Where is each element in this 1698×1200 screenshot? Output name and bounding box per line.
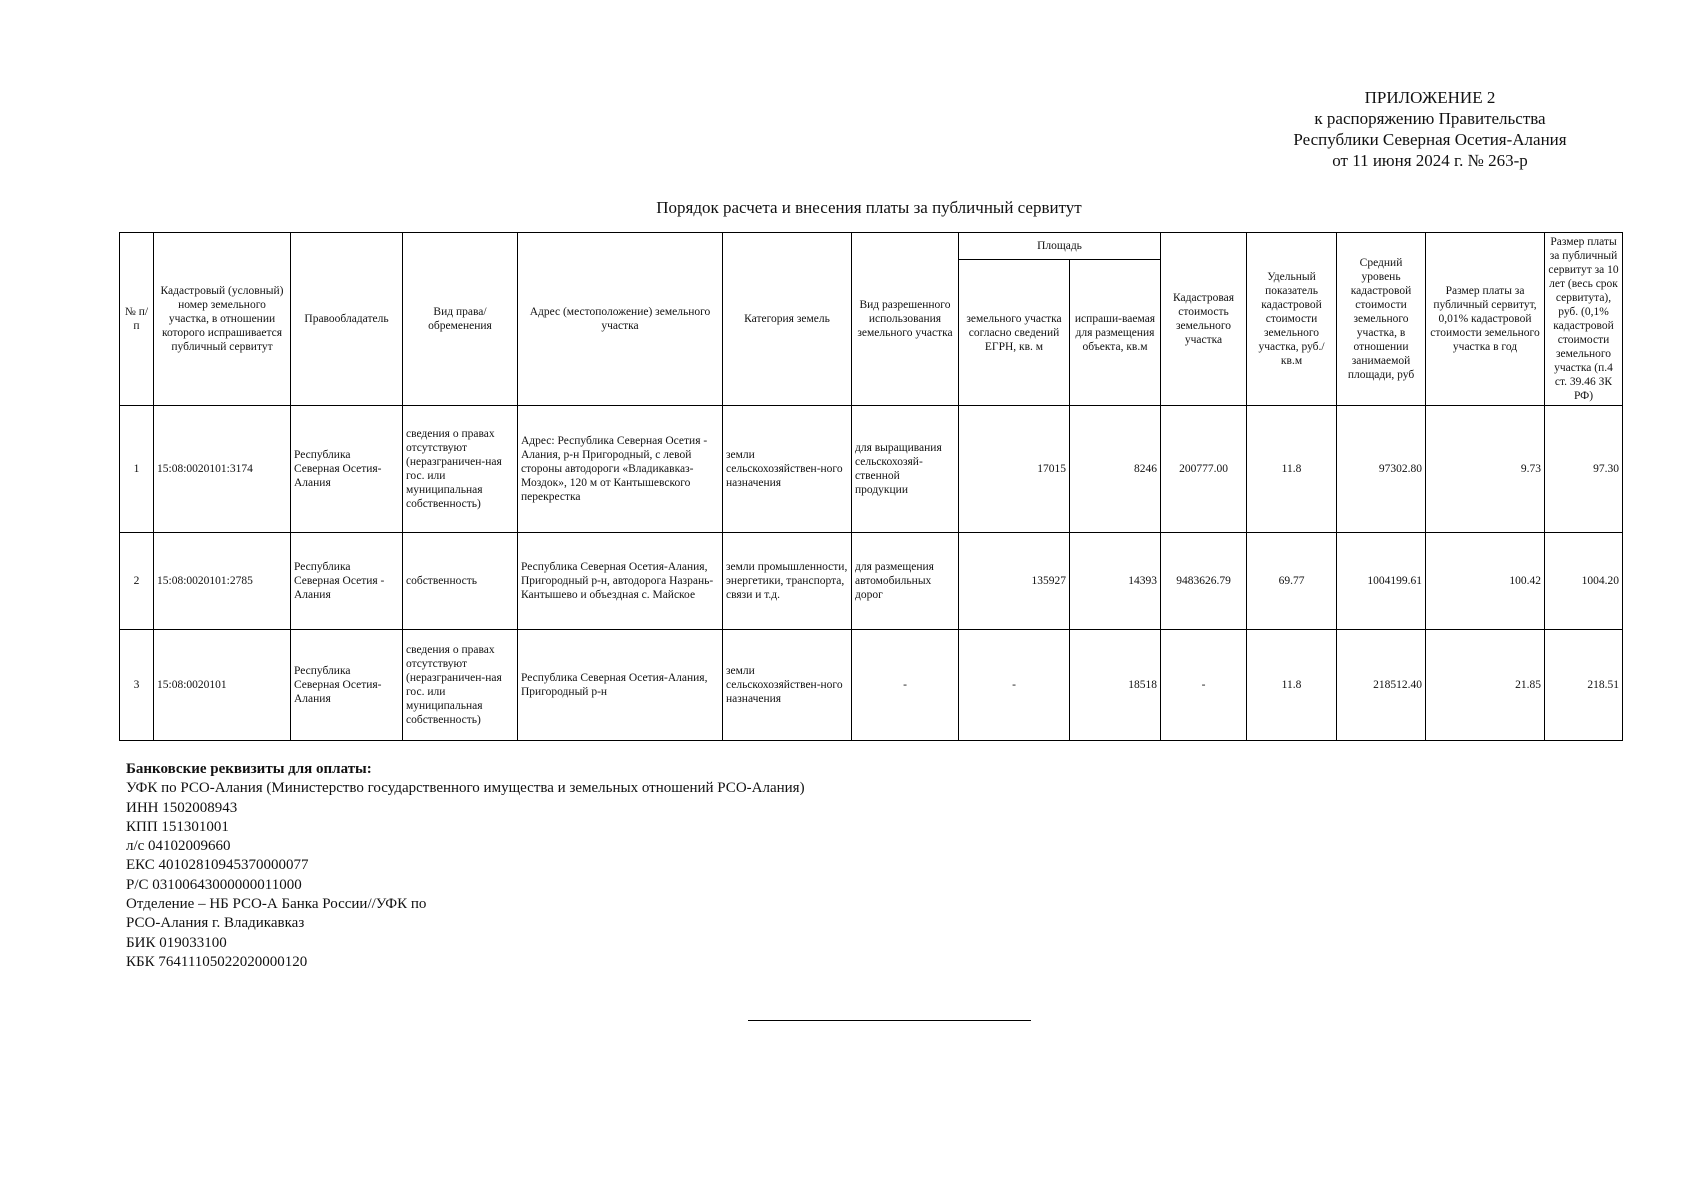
cell-address: Адрес: Республика Северная Осетия - Алания, р-н Пригородный, с левой стороны автодороги «Владикавказ-Моздок», 120 м от Кантышевского перекрестка <box>518 406 723 533</box>
cell-area-requested: 8246 <box>1070 406 1161 533</box>
bank-details-title: Банковские реквизиты для оплаты: <box>126 761 372 777</box>
cell-num: 3 <box>120 630 154 741</box>
closing-rule <box>748 1020 1031 1021</box>
servitude-fee-table <box>119 232 1698 741</box>
cell-category: земли сельскохозяйствен-ного назначения <box>723 630 852 741</box>
cell-specific: 69.77 <box>1247 533 1337 630</box>
bank-personal-account: л/с 04102009660 <box>126 838 231 855</box>
table-header-row <box>120 233 1698 260</box>
col-header-area-egrn: земельного участка согласно сведений ЕГРН, кв. м <box>959 260 1070 406</box>
cell-total-fee: 97.30 <box>1545 406 1623 533</box>
cell-area-egrn: - <box>959 630 1070 741</box>
cell-area-requested: 14393 <box>1070 533 1161 630</box>
cell-cadastral-value: 200777.00 <box>1161 406 1247 533</box>
bank-bik: БИК 019033100 <box>126 934 227 951</box>
cell-cadastral: 15:08:0020101:3174 <box>154 406 291 533</box>
cell-owner: Республика Северная Осетия-Алания <box>291 406 403 533</box>
col-header-owner: Правообладатель <box>291 233 403 406</box>
cell-specific: 11.8 <box>1247 406 1337 533</box>
cell-owner: Республика Северная Осетия - Алания <box>291 533 403 630</box>
col-header-category: Категория земель <box>723 233 852 406</box>
col-header-avg-level: Средний уровень кадастровой стоимости земельного участка, в отношении занимаемой площади, руб <box>1337 233 1426 406</box>
cell-address: Республика Северная Осетия-Алания, Пригородный р-н <box>518 630 723 741</box>
col-header-area-requested: испраши-ваемая для размещения объекта, кв.м <box>1070 260 1161 406</box>
bank-inn: ИНН 1502008943 <box>126 799 238 816</box>
cell-cadastral: 15:08:0020101 <box>154 630 291 741</box>
document-title: Порядок расчета и внесения платы за публичный сервитут <box>656 198 1082 217</box>
col-header-total-fee: Размер платы за публичный сервитут за 10 лет (весь срок сервитута), руб. (0,1% кадастровой стоимости земельного участка (п.4 ст. 39.46 ЗК РФ) <box>1545 233 1623 406</box>
cell-avg-level: 97302.80 <box>1337 406 1426 533</box>
appendix-label: ПРИЛОЖЕНИЕ 2 <box>1364 88 1496 107</box>
cell-area-egrn: 17015 <box>959 406 1070 533</box>
col-header-address: Адрес (местоположение) земельного участка <box>518 233 723 406</box>
cell-num: 2 <box>120 533 154 630</box>
bank-recipient: УФК по РСО-Алания (Министерство государственного имущества и земельных отношений РСО-Алания) <box>126 780 805 797</box>
cell-category: земли сельскохозяйствен-ного назначения <box>723 406 852 533</box>
cell-avg-level: 218512.40 <box>1337 630 1426 741</box>
table-row <box>120 630 1698 741</box>
col-header-use: Вид разрешенного использования земельного участка <box>852 233 959 406</box>
cell-right: собственность <box>403 533 518 630</box>
cell-area-requested: 18518 <box>1070 630 1161 741</box>
col-header-cadastral-value: Кадастровая стоимость земельного участка <box>1161 233 1247 406</box>
cell-use: - <box>852 630 959 741</box>
cell-avg-level: 1004199.61 <box>1337 533 1426 630</box>
appendix-order-ref: к распоряжению Правительства <box>1314 109 1546 128</box>
col-header-cadastral: Кадастровый (условный) номер земельного участка, в отношении которого испрашивается публичный сервитут <box>154 233 291 406</box>
bank-settlement-account: Р/С 03100643000000011000 <box>126 876 302 893</box>
appendix-header <box>1230 87 1630 171</box>
cell-use: для выращивания сельскохозяй-ственной продукции <box>852 406 959 533</box>
cell-right: сведения о правах отсутствуют (неразграничен-ная гос. или муниципальная собственность) <box>403 406 518 533</box>
col-header-annual-fee: Размер платы за публичный сервитут, 0,01% кадастровой стоимости земельного участка в год <box>1426 233 1545 406</box>
cell-num: 1 <box>120 406 154 533</box>
cell-specific: 11.8 <box>1247 630 1337 741</box>
col-header-area-group: Площадь <box>959 233 1161 260</box>
cell-owner: Республика Северная Осетия-Алания <box>291 630 403 741</box>
cell-address: Республика Северная Осетия-Алания, Пригородный р-н, автодорога Назрань-Кантышево и объездная с. Майское <box>518 533 723 630</box>
cell-total-fee: 1004.20 <box>1545 533 1623 630</box>
cell-total-fee: 218.51 <box>1545 630 1623 741</box>
bank-branch-city: РСО-Алания г. Владикавказ <box>126 915 305 932</box>
appendix-republic: Республики Северная Осетия-Алания <box>1293 130 1567 149</box>
appendix-date-number: от 11 июня 2024 г. № 263-р <box>1332 151 1528 170</box>
cell-use: для размещения автомобильных дорог <box>852 533 959 630</box>
cell-category: земли промышленности, энергетики, транспорта, связи и т.д. <box>723 533 852 630</box>
bank-branch: Отделение – НБ РСО-А Банка России//УФК по <box>126 896 427 913</box>
cell-cadastral-value: - <box>1161 630 1247 741</box>
table-row <box>120 533 1698 630</box>
col-header-num: № п/п <box>120 233 154 406</box>
cell-annual-fee: 100.42 <box>1426 533 1545 630</box>
col-header-specific: Удельный показатель кадастровой стоимости земельного участка, руб./кв.м <box>1247 233 1337 406</box>
bank-details <box>126 760 805 972</box>
bank-kbk: КБК 76411105022020000120 <box>126 953 308 970</box>
cell-annual-fee: 21.85 <box>1426 630 1545 741</box>
cell-right: сведения о правах отсутствуют (неразграничен-ная гос. или муниципальная собственность) <box>403 630 518 741</box>
bank-eks: ЕКС 40102810945370000077 <box>126 857 309 874</box>
cell-area-egrn: 135927 <box>959 533 1070 630</box>
table-row <box>120 406 1698 533</box>
cell-cadastral-value: 9483626.79 <box>1161 533 1247 630</box>
cell-cadastral: 15:08:0020101:2785 <box>154 533 291 630</box>
cell-annual-fee: 9.73 <box>1426 406 1545 533</box>
col-header-right: Вид права/ обременения <box>403 233 518 406</box>
bank-kpp: КПП 151301001 <box>126 818 229 835</box>
